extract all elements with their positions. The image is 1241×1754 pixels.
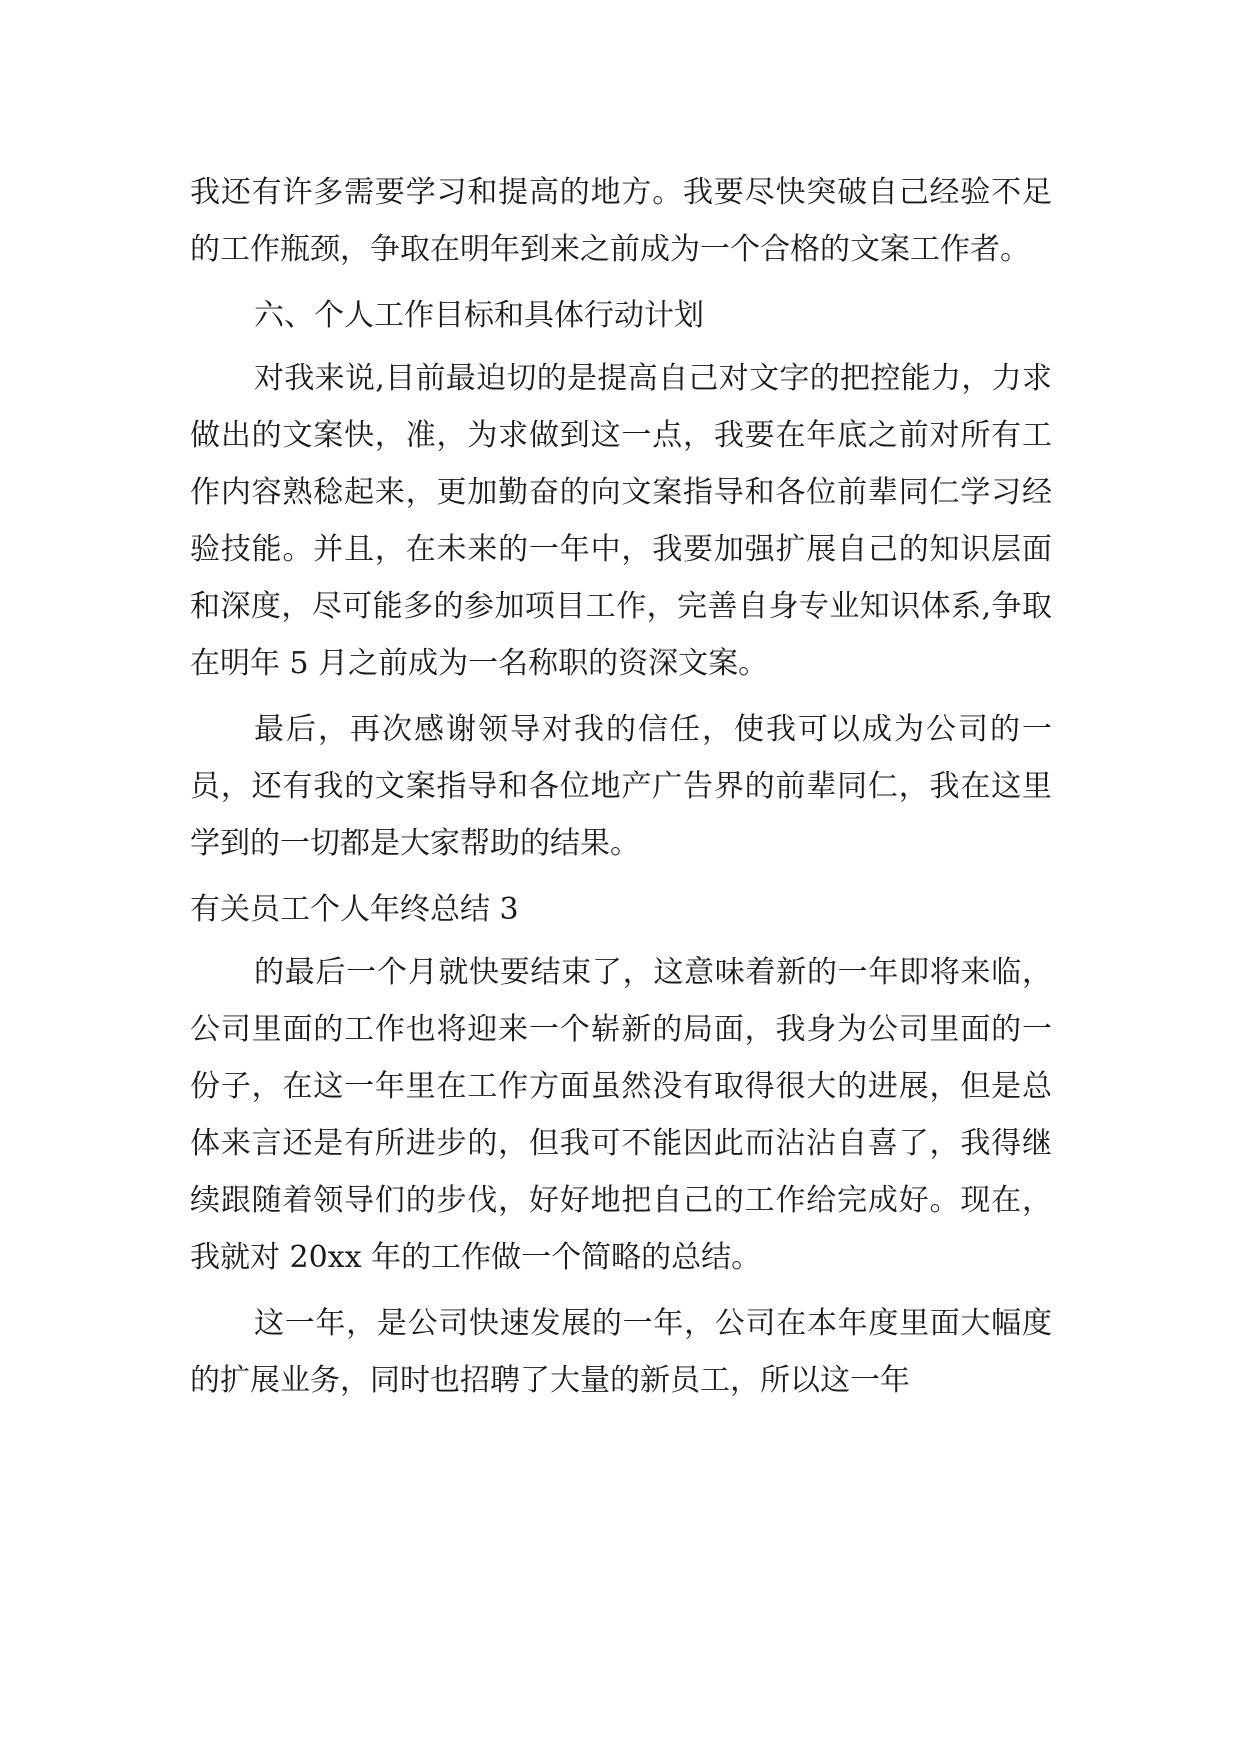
section-heading: 六、个人工作目标和具体行动计划	[254, 298, 704, 333]
document-body	[190, 164, 1052, 1418]
paragraph: 这一年，是公司快速发展的一年，公司在本年度里面大幅度的扩展业务，同时也招聘了大量的新员工，所以这一年	[190, 1306, 1052, 1398]
document-section-title: 有关员工个人年终总结 3	[190, 892, 519, 927]
paragraph: 的最后一个月就快要结束了，这意味着新的一年即将来临，公司里面的工作也将迎来一个崭新的局面，我身为公司里面的一份子，在这一年里在工作方面虽然没有取得很大的进展，但是总体来言还是有所进步的，但我可不能因此而沾沾自喜了，我得继续跟随着领导们的步伐，好好地把自己的工作给完成好。现在，我就对 20xx 年的工作做一个简略的总结。	[190, 955, 1052, 1275]
paragraph: 对我来说,目前最迫切的是提高自己对文字的把控能力，力求做出的文案快，准，为求做到这一点，我要在年底之前对所有工作内容熟稔起来，更加勤奋的向文案指导和各位前辈同仁学习经验技能。并且，在未来的一年中，我要加强扩展自己的知识层面和深度，尽可能多的参加项目工作，完善自身专业知识体系,争取在明年 5 月之前成为一名称职的资深文案。	[190, 361, 1052, 681]
paragraph-continuation: 我还有许多需要学习和提高的地方。我要尽快突破自己经验不足的工作瓶颈，争取在明年到来之前成为一个合格的文案工作者。	[190, 175, 1052, 267]
paragraph: 最后，再次感谢领导对我的信任，使我可以成为公司的一员，还有我的文案指导和各位地产广告界的前辈同仁，我在这里学到的一切都是大家帮助的结果。	[190, 712, 1052, 861]
